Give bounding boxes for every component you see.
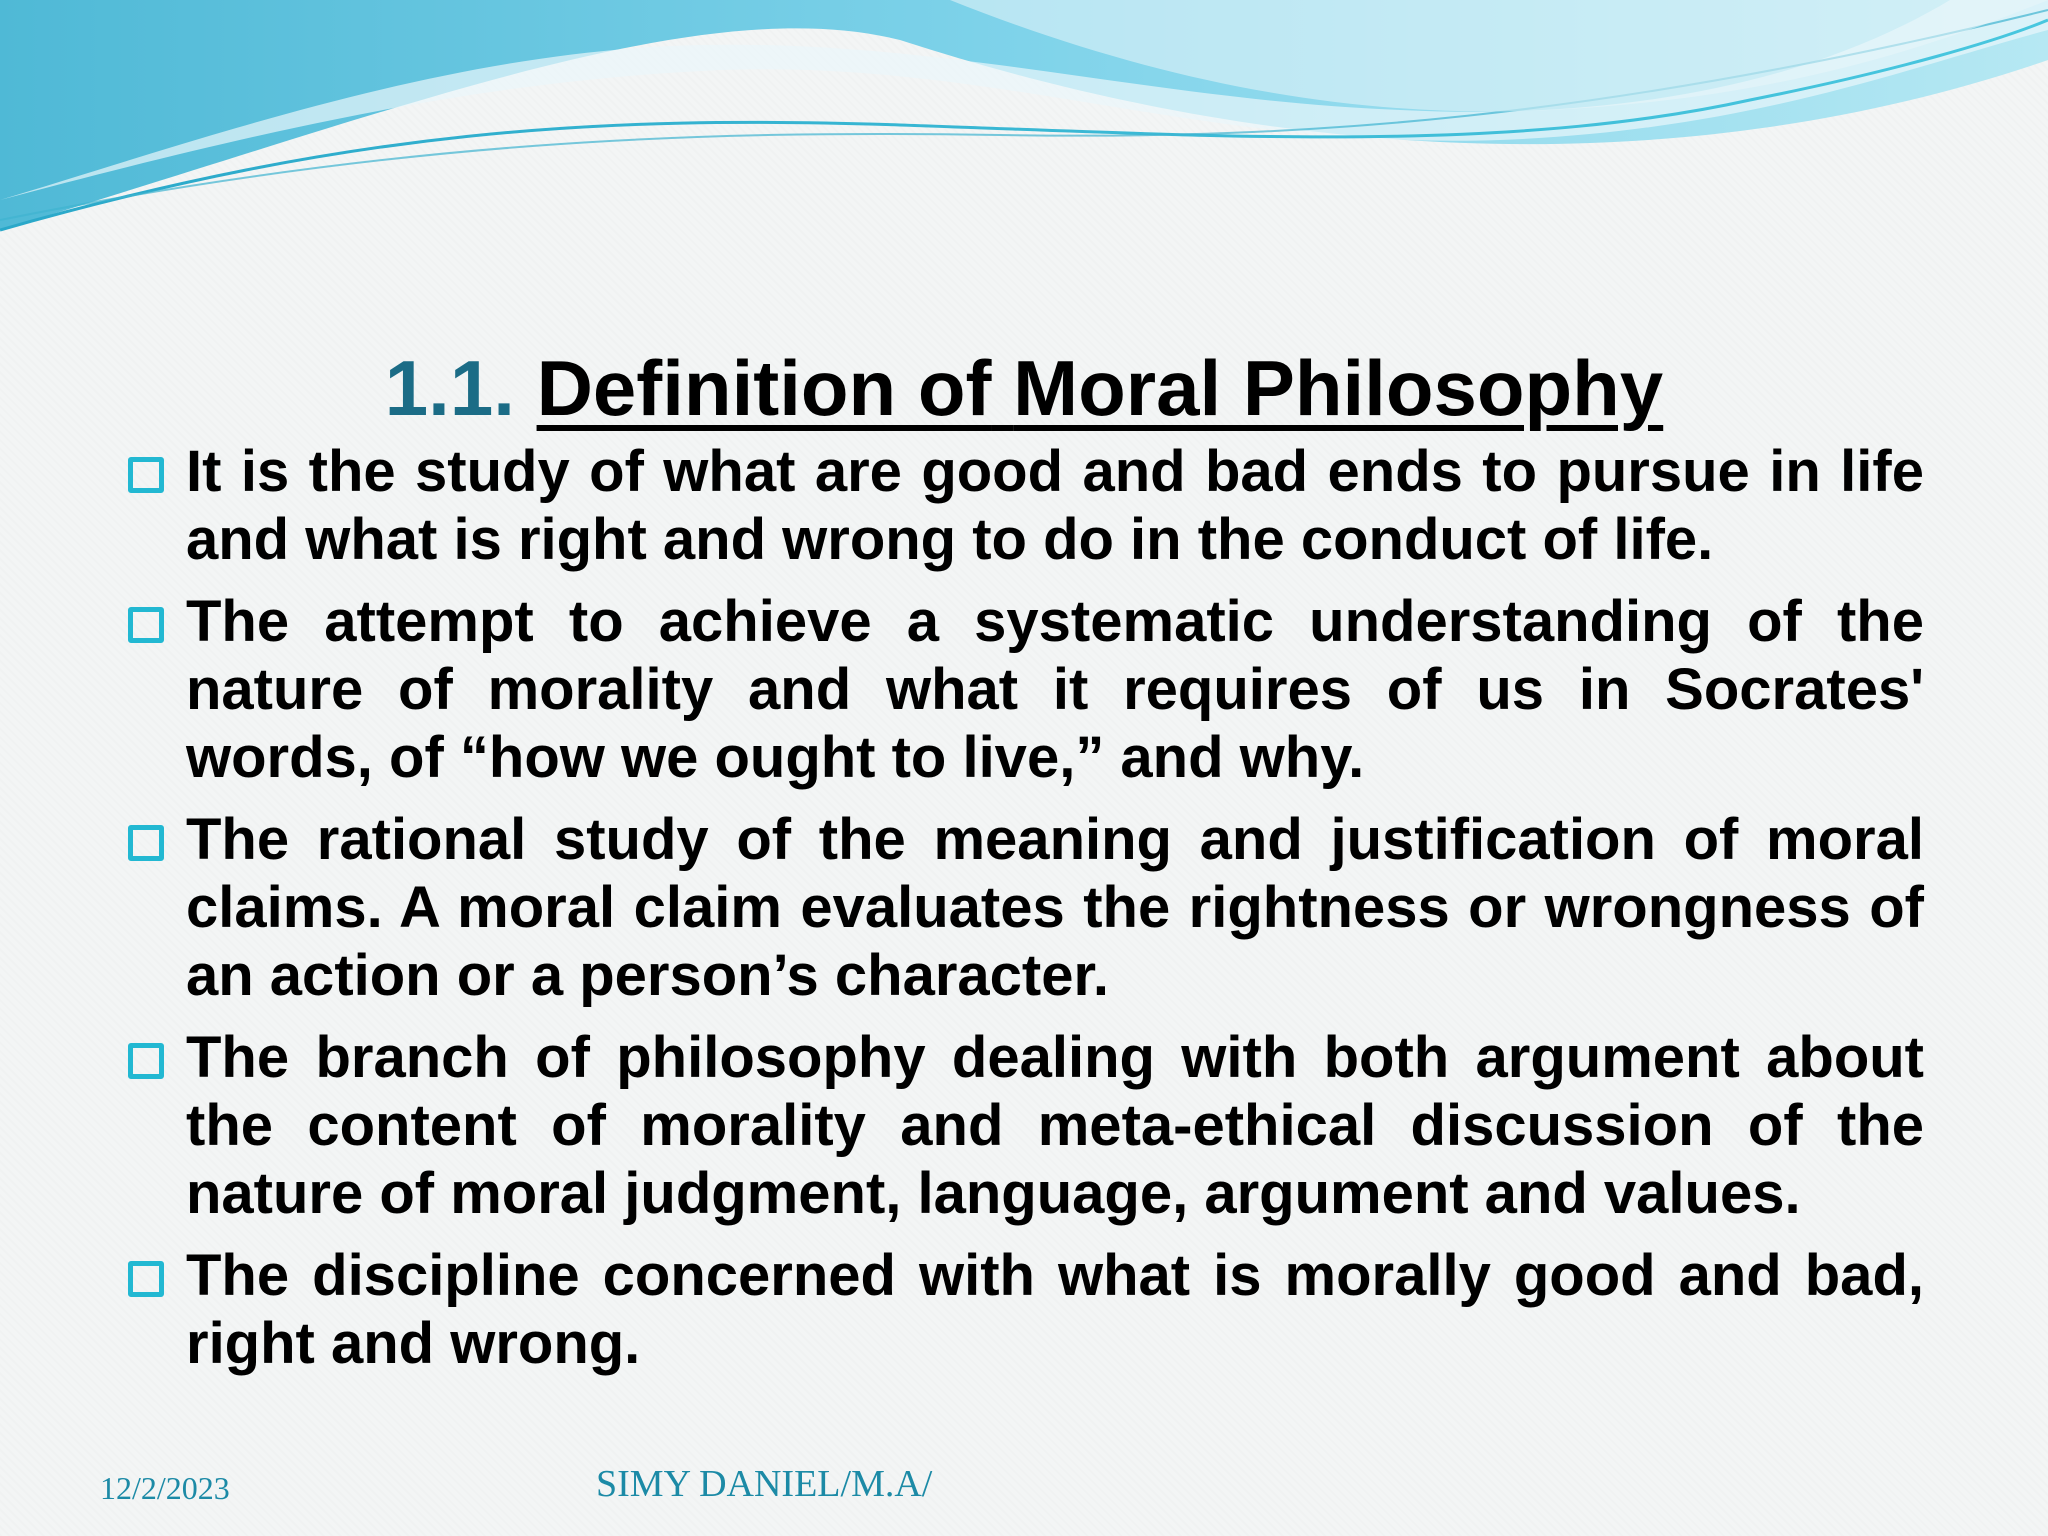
footer-date: 12/2/2023 <box>100 1470 230 1506</box>
bullet-item <box>124 438 1924 574</box>
bullet-text: The discipline concerned with what is morally good and bad, right and wrong. <box>186 1243 1924 1376</box>
footer-author: SIMY DANIEL/M.A/ <box>596 1463 933 1505</box>
title-separator <box>991 344 1013 432</box>
bullet-text: It is the study of what are good and bad ends to pursue in life and what is right and wrong to do in the conduct of life. <box>186 439 1924 572</box>
bullet-text: The rational study of the meaning and justification of moral claims. A moral claim evaluates the rightness or wrongness of an action or a person’s character. <box>186 807 1924 1008</box>
slide-title <box>0 340 2048 436</box>
title-number: 1.1. <box>384 344 537 432</box>
bullet-text: The branch of philosophy dealing with both argument about the content of morality and meta-ethical discussion of the nature of moral judgment, language, argument and values. <box>186 1025 1924 1226</box>
hollow-square-bullet-icon <box>128 825 164 861</box>
hollow-square-bullet-icon <box>128 457 164 493</box>
bullet-item <box>124 1024 1924 1228</box>
title-moral-philosophy: Moral Philosophy <box>1013 344 1664 432</box>
definition-bullet-list <box>124 438 1924 1392</box>
bullet-item <box>124 806 1924 1010</box>
bullet-item <box>124 1242 1924 1378</box>
hollow-square-bullet-icon <box>128 607 164 643</box>
hollow-square-bullet-icon <box>128 1043 164 1079</box>
bullet-text: The attempt to achieve a systematic understanding of the nature of morality and what it requires of us in Socrates' words, of “how we ought to live,” and why. <box>186 589 1924 790</box>
hollow-square-bullet-icon <box>128 1261 164 1297</box>
bullet-item <box>124 588 1924 792</box>
title-definition-of: Definition of <box>536 344 992 432</box>
header-wave-decoration <box>0 0 2048 240</box>
